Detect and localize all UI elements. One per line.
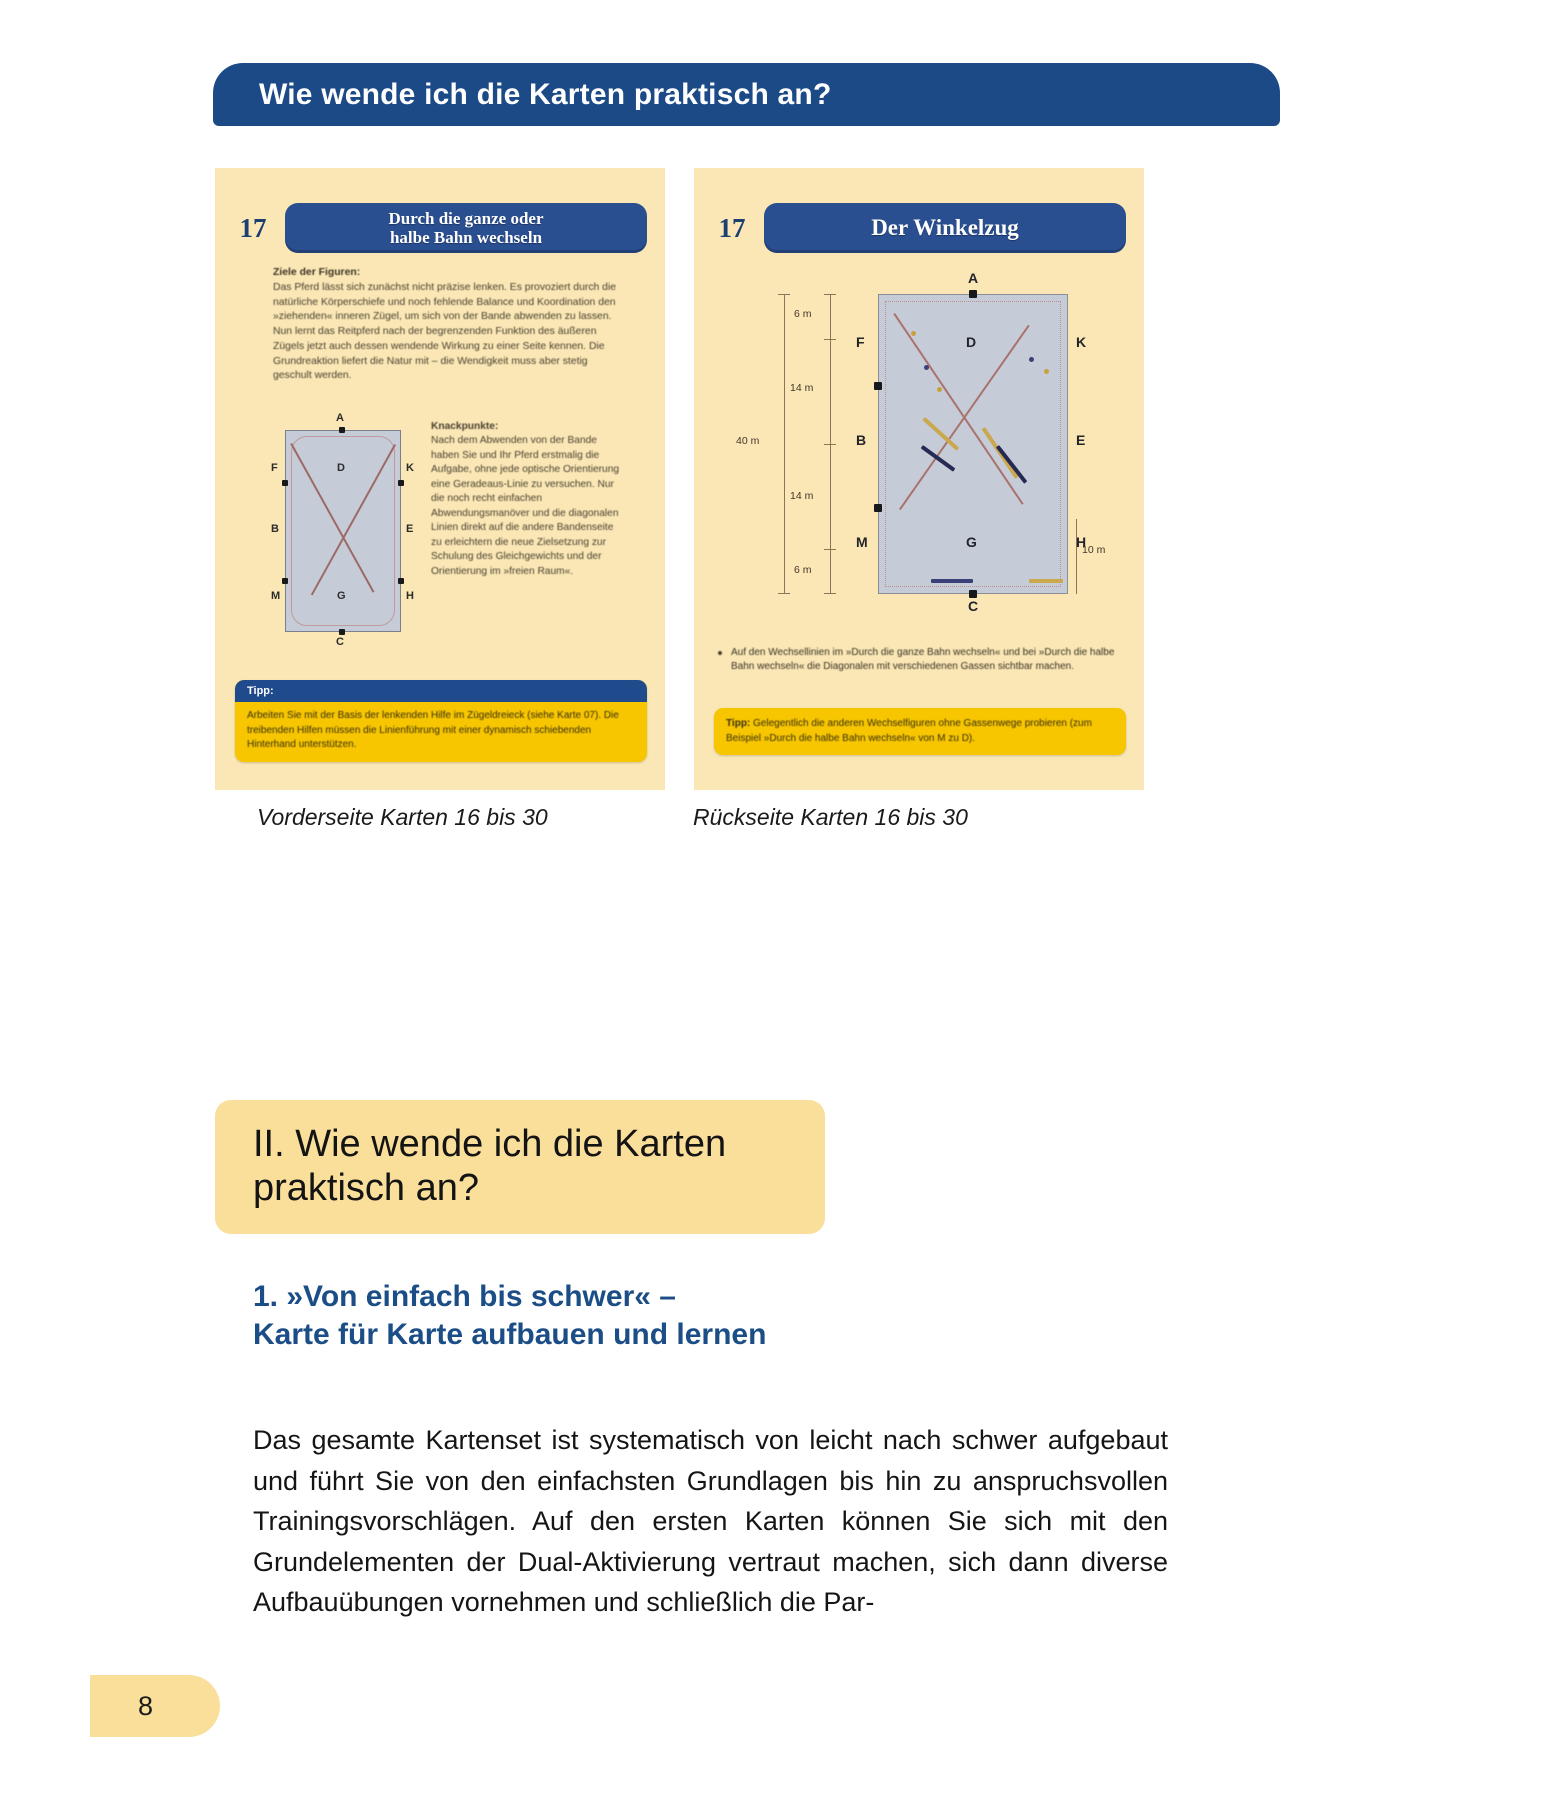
dimension-line-width — [1076, 519, 1077, 594]
caption-back: Rückseite Karten 16 bis 30 — [693, 804, 968, 830]
dimension-tick-s2 — [824, 444, 836, 445]
card-back-tip-text: Gelegentlich die anderen Wechselfiguren ohne Gassenwege probieren (zum Beispiel »Durch die halbe Bahn wechseln« von M zu D). — [726, 718, 1092, 744]
card-front-goals-heading: Ziele der Figuren: — [273, 267, 361, 278]
arena-marker-k — [398, 480, 404, 486]
dimension-label-14m-bot: 14 m — [790, 490, 814, 502]
section-heading-line1: II. Wie wende ich die Karten — [253, 1123, 727, 1165]
section-heading-text — [253, 1122, 795, 1210]
page-number: 8 — [138, 1690, 154, 1721]
dimension-label-6m-top: 6 m — [794, 308, 812, 320]
cone-marker — [911, 331, 916, 336]
arena-marker-back-c — [969, 590, 977, 598]
card-front-knackpunkte-text: Nach dem Abwenden von der Bande haben Sie und Ihr Pferd erstmalig die Aufgabe, ohne jede optische Orientierung eine Geradeaus-Linie zu versuchen. Nur die noch recht einfachen Abwendungsmanöver und die diagonalen Linien direkt auf die andere Bandenseite zu erleichtern die neue Zielsetzung zur Schulung des Gleichgewichts und der Orientierung im »freien Raum«. — [431, 435, 620, 577]
page-number-tab — [90, 1675, 220, 1737]
section-heading-pill — [215, 1100, 825, 1234]
card-front-tip-box — [235, 680, 647, 762]
subsection-heading-line1: 1. »Von einfach bis schwer« – — [253, 1280, 676, 1313]
arena-label-g: G — [337, 590, 346, 602]
card-front-arena-diagram — [271, 412, 416, 648]
arena-label-c: C — [336, 636, 344, 648]
card-front-tip-header — [235, 680, 647, 702]
arena-marker-back-b — [874, 382, 882, 390]
card-back-number: 17 — [718, 212, 746, 243]
dimension-tick-s0 — [824, 294, 836, 295]
dimension-tick-top — [778, 294, 790, 295]
arena-marker-h — [398, 578, 404, 584]
dimension-label-6m-bot: 6 m — [794, 564, 812, 576]
dimension-tick-s4 — [824, 593, 836, 594]
pole-marker — [1029, 579, 1063, 583]
card-front-title — [380, 209, 551, 247]
subsection-heading-line2: Karte für Karte aufbauen und lernen — [253, 1318, 767, 1352]
arena-label-h: H — [406, 590, 414, 602]
arena-marker-f — [282, 480, 288, 486]
card-back-tip-box — [714, 708, 1126, 755]
dimension-tick-s1 — [824, 339, 836, 340]
arena-label-back-a: A — [968, 270, 979, 286]
dimension-label-40m: 40 m — [736, 435, 760, 447]
dimension-label-14m-top: 14 m — [790, 382, 814, 394]
page-header-title: Wie wende ich die Karten praktisch an? — [259, 77, 832, 111]
card-front-title-line1: Durch die ganze oder — [388, 208, 544, 228]
card-back-title: Der Winkelzug — [871, 215, 1019, 241]
arena-marker-back-m — [874, 504, 882, 512]
card-back-bullet-text: Auf den Wechsellinien im »Durch die ganze Bahn wechseln« und bei »Durch die halbe Bahn wechseln« die Diagonalen mit verschiedenen Gassen sichtbar machen. — [731, 647, 1115, 673]
arena-label-e: E — [406, 523, 414, 535]
arena-marker-c — [339, 629, 345, 635]
arena-label-f: F — [271, 462, 278, 474]
cone-marker — [1029, 357, 1034, 362]
card-front-knackpunkte-block — [431, 420, 623, 579]
card-front-goals-block — [273, 266, 621, 384]
card-figure-back — [694, 168, 1144, 790]
card-front-header — [235, 202, 647, 254]
caption-front: Vorderseite Karten 16 bis 30 — [257, 804, 548, 830]
body-paragraph: Das gesamte Kartenset ist systematisch von leicht nach schwer aufgebaut und führt Sie von den einfachsten Grundlagen bis hin zu anspruchsvollen Trainingsvorschlägen. Auf den ersten Karten können Sie sich mit den Grundelementen der Dual-Aktivierung vertraut machen, sich dann diverse Aufbauübungen vornehmen und schließlich die Par- — [253, 1425, 1168, 1617]
card-front-knackpunkte-heading: Knackpunkte: — [431, 421, 499, 432]
cone-marker — [937, 387, 942, 392]
pole-marker — [931, 579, 973, 583]
card-front-number: 17 — [239, 212, 267, 243]
arena-label-back-f: F — [856, 334, 865, 350]
card-back-header — [714, 202, 1126, 254]
card-front-tip-text: Arbeiten Sie mit der Basis der lenkenden Hilfe im Zügeldreieck (siehe Karte 07). Die treibenden Hilfen müssen die Linienführung mit einer dynamisch schiebenden Hinterhand unterstützen. — [247, 710, 619, 750]
card-back-bullet-note — [718, 646, 1126, 674]
page-header-banner — [213, 63, 1280, 126]
arena-label-m: M — [271, 590, 281, 602]
dimension-tick-bottom — [778, 593, 790, 594]
arena-label-back-m: M — [856, 534, 868, 550]
bullet-point-icon — [718, 651, 722, 655]
arena-label-d: D — [337, 462, 345, 474]
arena-label-back-k: K — [1076, 334, 1087, 350]
arena-label-a: A — [336, 412, 344, 424]
arena-marker-a — [339, 427, 345, 433]
card-front-tip-label: Tipp: — [247, 685, 274, 697]
card-back-title-bar — [764, 203, 1126, 253]
card-front-title-line2: halbe Bahn wechseln — [389, 228, 543, 247]
subsection-heading — [253, 1278, 1153, 1355]
arena-marker-back-a — [969, 290, 977, 298]
arena-label-k: K — [406, 462, 414, 474]
dimension-line-total — [784, 294, 785, 594]
card-front-title-bar — [285, 203, 647, 253]
arena-label-back-d: D — [966, 334, 977, 350]
section-heading-line2: praktisch an? — [253, 1167, 480, 1210]
card-back-tip-label: Tipp: — [726, 718, 754, 729]
card-back-arena-diagram — [738, 272, 1118, 622]
arena-label-back-h: H — [1076, 534, 1087, 550]
cone-marker — [1044, 369, 1049, 374]
arena-label-back-e: E — [1076, 432, 1086, 448]
card-figures-row — [215, 168, 1285, 868]
arena-label-back-g: G — [966, 534, 977, 550]
card-front-goals-text: Das Pferd lässt sich zunächst nicht präzise lenken. Es provoziert durch die natürliche Körperschiefe und noch fehlende Balance und Koordination den »ziehenden« inneren Zügel, um sich von der Bande abwenden zu lassen. Nun lernt das Reitpferd nach der begrenzenden Funktion des äußeren Zügels jetzt auch dessen wendende Wirkung zu einer Seite kennen. Die Grundreaktion liefert die Natur mit – die Wendigkeit muss aber stetig geschult werden. — [273, 281, 617, 382]
card-figure-front — [215, 168, 665, 790]
cone-marker — [924, 365, 929, 370]
dimension-label-10m: 10 m — [1082, 544, 1106, 556]
arena-label-back-b: B — [856, 432, 867, 448]
card-back-tip-body — [714, 708, 1126, 755]
dimension-tick-s3 — [824, 549, 836, 550]
arena-marker-m — [282, 578, 288, 584]
arena-label-back-c: C — [968, 598, 979, 614]
arena-label-b: B — [271, 523, 279, 535]
